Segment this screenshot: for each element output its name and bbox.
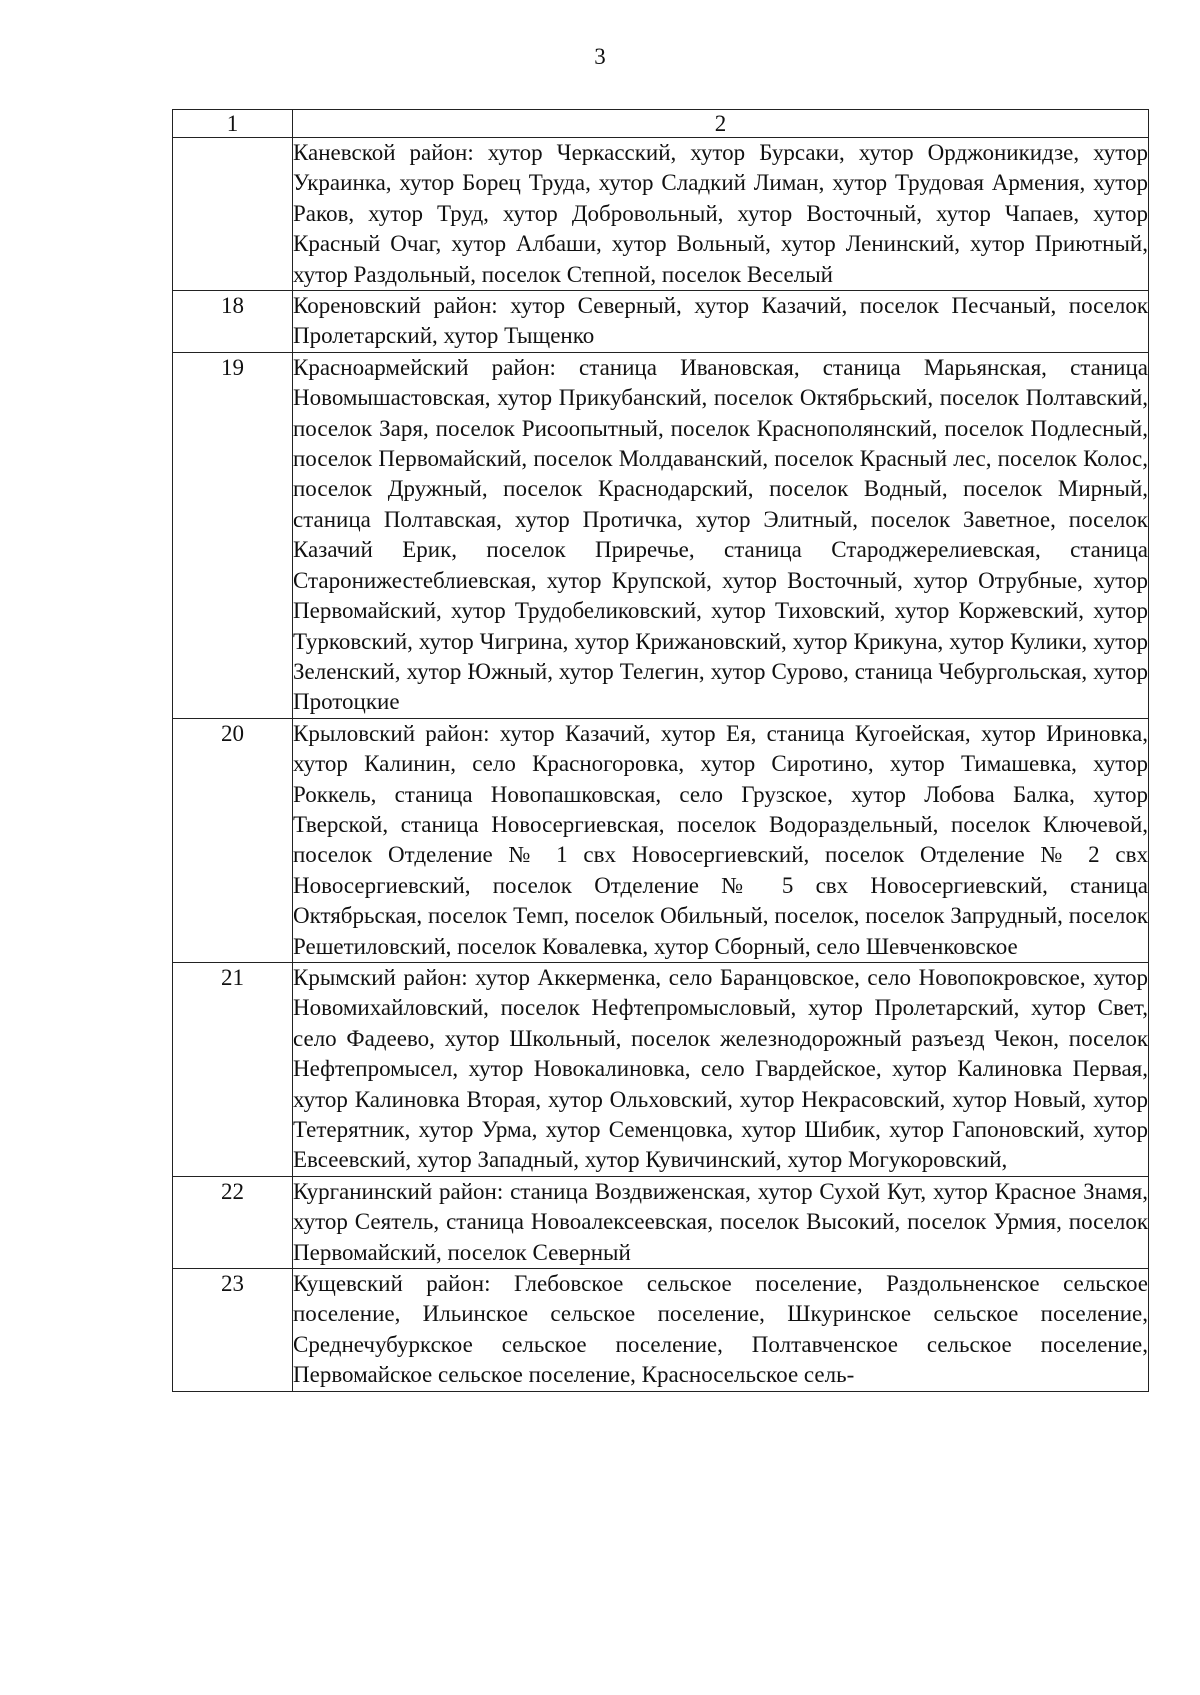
header-col-1: 1	[173, 110, 293, 138]
table-row	[173, 718, 1149, 962]
row-number: 20	[173, 718, 293, 962]
table-row	[173, 352, 1149, 718]
table-row	[173, 1269, 1149, 1392]
row-number: 21	[173, 962, 293, 1176]
page-number: 3	[594, 44, 606, 69]
table-row	[173, 291, 1149, 353]
row-number: 22	[173, 1176, 293, 1268]
row-text: Кущевский район: Глебовское сельское поселение, Раздольненское сельское поселение, Ильинское сельское поселение, Шкуринское сельское поселение, Среднечубуркское сельское поселение, Полтавченское сельское поселение, Первомайское сельское поселение, Красносельское сель-	[293, 1269, 1149, 1392]
row-text: Каневской район: хутор Черкасский, хутор Бурсаки, хутор Орджоникидзе, хутор Украинка, хутор Борец Труда, хутор Сладкий Лиман, хутор Трудовая Армения, хутор Раков, хутор Труд, хутор Добровольный, хутор Восточный, хутор Чапаев, хутор Красный Очаг, хутор Албаши, хутор Вольный, хутор Ленинский, хутор Приютный, хутор Раздольный, поселок Степной, поселок Веселый	[293, 138, 1149, 291]
row-text: Крыловский район: хутор Казачий, хутор Ея, станица Кугоейская, хутор Ириновка, хутор Калинин, село Красногоровка, хутор Сиротино, хутор Тимашевка, хутор Роккель, станица Новопашковская, село Грузское, хутор Лобова Балка, хутор Тверской, станица Новосергиевская, поселок Водораздельный, поселок Ключевой, поселок Отделение № 1 свх Новосергиевский, поселок Отделение № 2 свх Новосергиевский, поселок Отделение № 5 свх Новосергиевский, станица Октябрьская, поселок Темп, поселок Обильный, поселок, поселок Запрудный, поселок Решетиловский, поселок Ковалевка, хутор Сборный, село Шевченковское	[293, 718, 1149, 962]
table-row	[173, 138, 1149, 291]
header-col-2: 2	[293, 110, 1149, 138]
row-number: 23	[173, 1269, 293, 1392]
row-number: 19	[173, 352, 293, 718]
table-header-row	[173, 110, 1149, 138]
table-row	[173, 1176, 1149, 1268]
row-number: 18	[173, 291, 293, 353]
row-text: Курганинский район: станица Воздвиженская, хутор Сухой Кут, хутор Красное Знамя, хутор Сеятель, станица Новоалексеевская, поселок Высокий, поселок Урмия, поселок Первомайский, поселок Северный	[293, 1176, 1149, 1268]
row-text: Красноармейский район: станица Ивановская, станица Марьянская, станица Новомышастовская, хутор Прикубанский, поселок Октябрьский, поселок Полтавский, поселок Заря, поселок Рисоопытный, поселок Краснополянский, поселок Подлесный, поселок Первомайский, поселок Молдаванский, поселок Красный лес, поселок Колос, поселок Дружный, поселок Краснодарский, поселок Водный, поселок Мирный, станица Полтавская, хутор Протичка, хутор Элитный, поселок Заветное, поселок Казачий Ерик, поселок Приречье, станица Староджерелиевская, станица Старонижестеблиевская, хутор Крупской, хутор Восточный, хутор Отрубные, хутор Первомайский, хутор Трудобеликовский, хутор Тиховский, хутор Коржевский, хутор Турковский, хутор Чигрина, хутор Крижановский, хутор Крикуна, хутор Кулики, хутор Зеленский, хутор Южный, хутор Телегин, хутор Сурово, станица Чебургольская, хутор Протоцкие	[293, 352, 1149, 718]
table-row	[173, 962, 1149, 1176]
row-text: Кореновский район: хутор Северный, хутор Казачий, поселок Песчаный, поселок Пролетарский, хутор Тыщенко	[293, 291, 1149, 353]
settlements-table	[172, 109, 1149, 1392]
row-number	[173, 138, 293, 291]
row-text: Крымский район: хутор Аккерменка, село Баранцовское, село Новопокровское, хутор Новомихайловский, поселок Нефтепромысловый, хутор Пролетарский, хутор Свет, село Фадеево, хутор Школьный, поселок железнодорожный разъезд Чекон, поселок Нефтепромысел, хутор Новокалиновка, село Гвардейское, хутор Калиновка Первая, хутор Калиновка Вторая, хутор Ольховский, хутор Некрасовский, хутор Новый, хутор Тетерятник, хутор Урма, хутор Семенцовка, хутор Шибик, хутор Гапоновский, хутор Евсеевский, хутор Западный, хутор Кувичинский, хутор Могукоровский,	[293, 962, 1149, 1176]
